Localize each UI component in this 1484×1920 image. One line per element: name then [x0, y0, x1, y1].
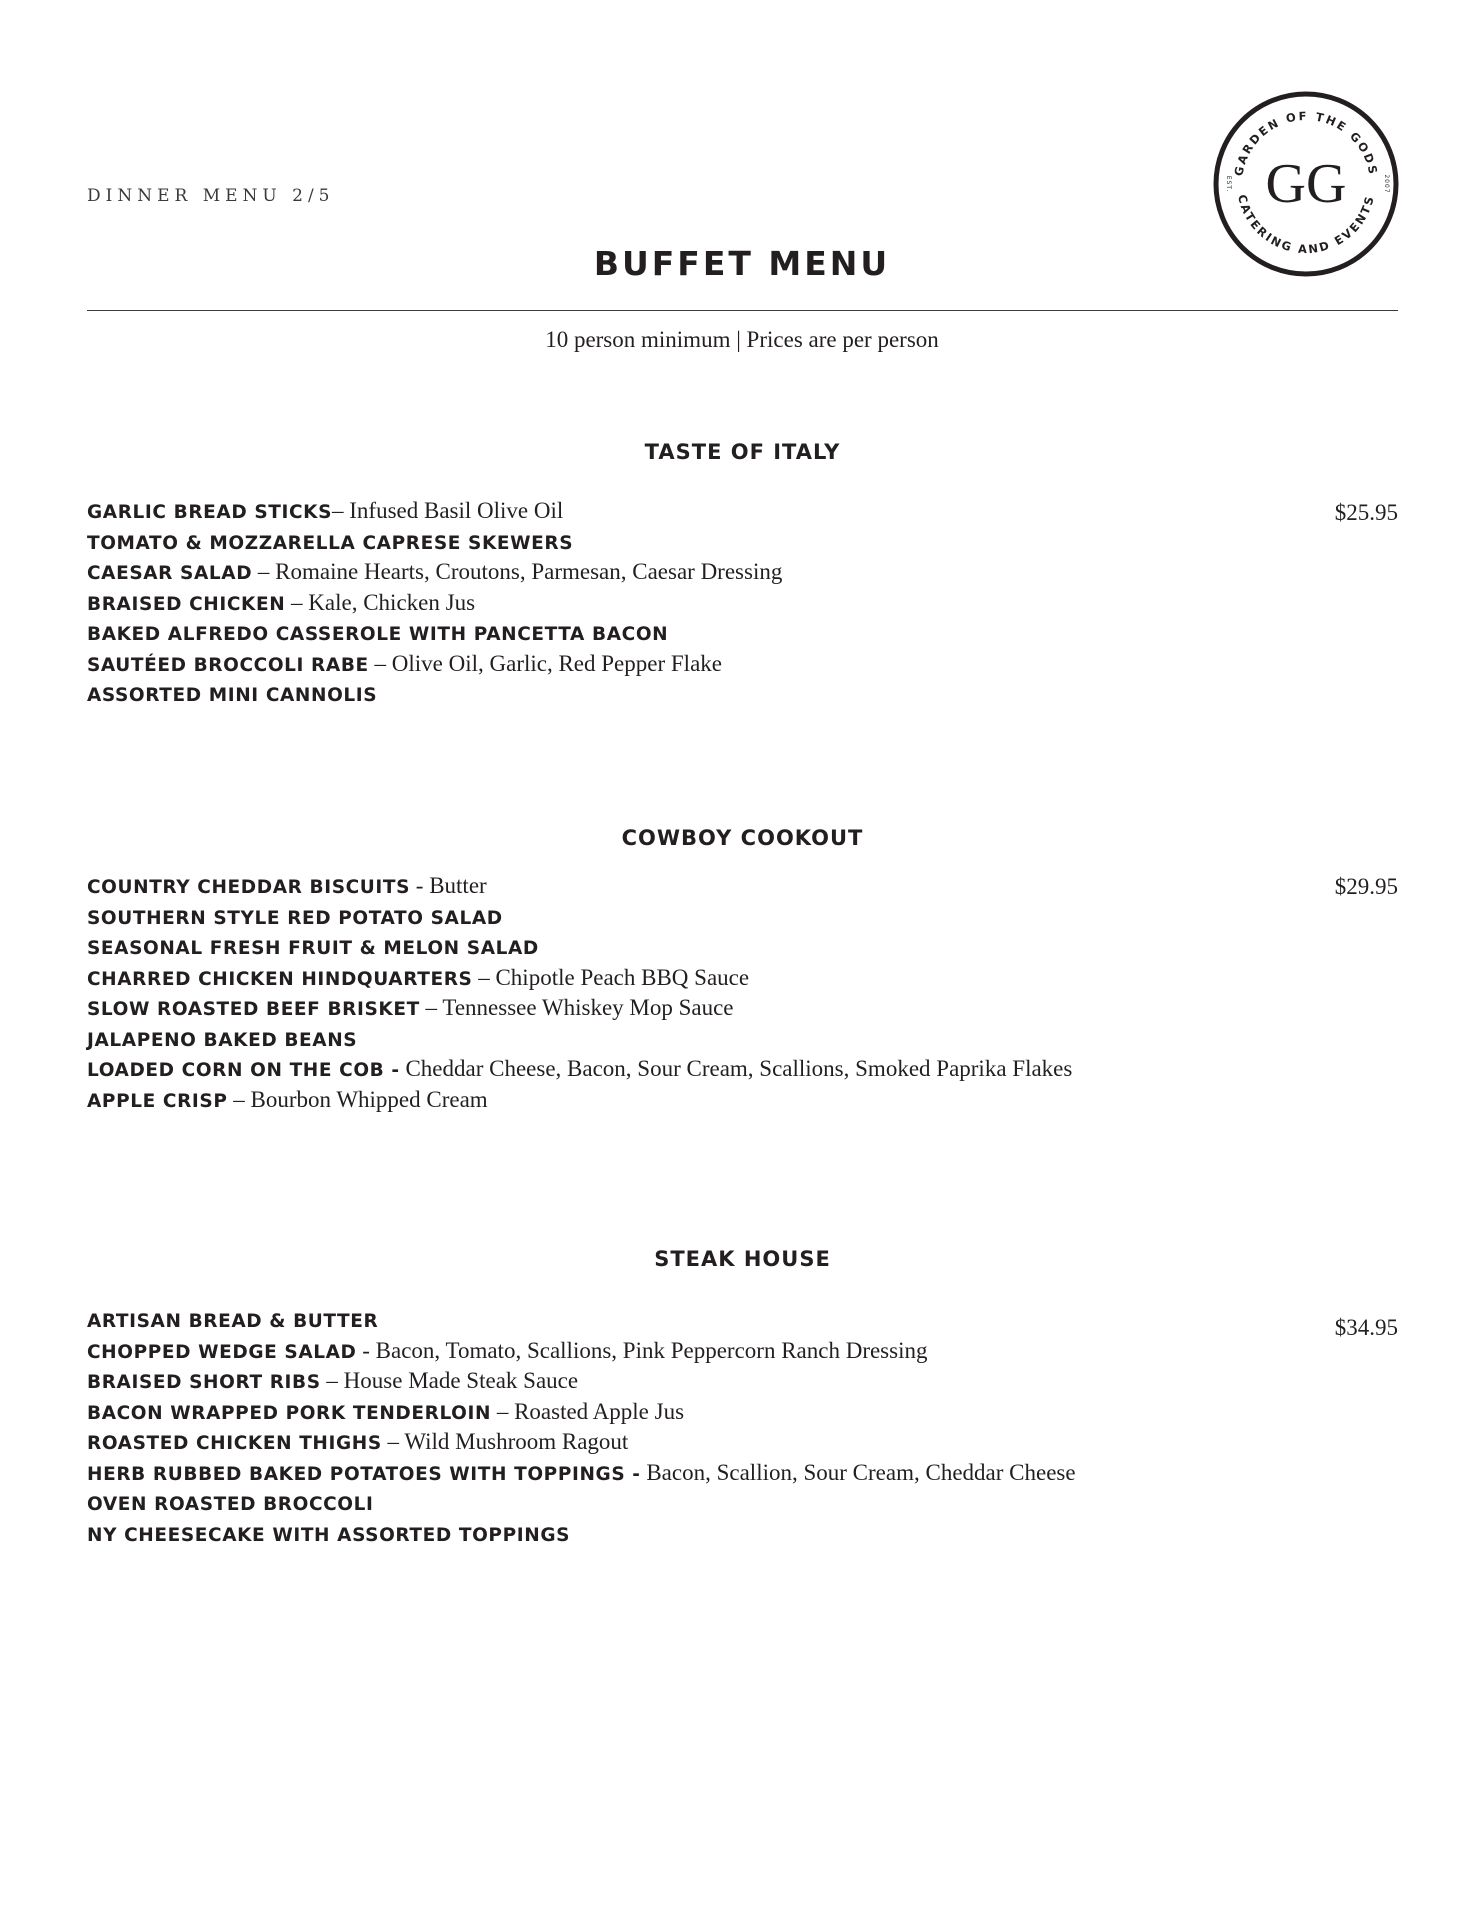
section-price: $34.95 — [1334, 1315, 1398, 1340]
menu-item — [87, 496, 782, 527]
item-name: BRAISED SHORT RIBS — [87, 1372, 321, 1393]
menu-item — [87, 932, 1072, 963]
item-description: – Olive Oil, Garlic, Red Pepper Flake — [368, 650, 722, 676]
menu-item — [87, 1305, 1076, 1336]
menu-item — [87, 1458, 1076, 1489]
page-label: DINNER MENU 2/5 — [87, 186, 335, 206]
item-description: Bacon, Scallion, Sour Cream, Cheddar Cheese — [640, 1459, 1076, 1485]
item-description: – Roasted Apple Jus — [491, 1398, 685, 1424]
section-price: $29.95 — [1334, 874, 1398, 899]
item-name: BRAISED CHICKEN — [87, 593, 286, 615]
logo-est-text: EST. — [1225, 175, 1232, 193]
item-name: SAUTÉED BROCCOLI RABE — [87, 654, 369, 676]
item-description: – Chipotle Peach BBQ Sauce — [472, 964, 750, 990]
section-title: COWBOY COOKOUT — [621, 826, 864, 850]
item-description: – Bourbon Whipped Cream — [227, 1086, 488, 1112]
menu-item — [87, 1519, 1076, 1550]
menu-item — [87, 527, 782, 558]
page-title: BUFFET MENU — [593, 244, 891, 283]
item-name: SOUTHERN STYLE RED POTATO SALAD — [87, 907, 503, 929]
menu-item — [87, 963, 1072, 994]
item-description: – House Made Steak Sauce — [320, 1368, 579, 1393]
item-description: – Romaine Hearts, Croutons, Parmesan, Caesar Dressing — [252, 559, 783, 584]
menu-item — [87, 1397, 1076, 1428]
item-name: LOADED CORN ON THE COB - — [87, 1060, 400, 1081]
menu-item — [87, 1054, 1072, 1085]
item-description: - Bacon, Tomato, Scallions, Pink Peppercorn Ranch Dressing — [356, 1337, 928, 1363]
menu-item — [87, 1427, 1076, 1458]
section-item-list — [87, 1305, 1076, 1549]
item-name: SEASONAL FRESH FRUIT & MELON SALAD — [87, 938, 539, 959]
menu-item — [87, 649, 782, 680]
item-name: HERB RUBBED BAKED POTATOES WITH TOPPINGS - — [87, 1463, 641, 1485]
item-description: – Kale, Chicken Jus — [285, 589, 476, 615]
menu-subtitle: 10 person minimum | Prices are per person — [545, 327, 939, 352]
item-name: CAESAR SALAD — [87, 563, 253, 584]
section-item-list — [87, 496, 782, 710]
logo-ring-bottom-text: CATERING AND EVENTS — [1234, 193, 1378, 257]
menu-item — [87, 557, 782, 588]
section-price: $25.95 — [1334, 500, 1398, 525]
item-name: SLOW ROASTED BEEF BRISKET — [87, 999, 420, 1020]
item-name: ROASTED CHICKEN THIGHS — [87, 1433, 382, 1454]
section-title: STEAK HOUSE — [654, 1247, 831, 1271]
menu-item — [87, 618, 782, 649]
item-name: JALAPENO BAKED BEANS — [87, 1029, 358, 1051]
menu-item — [87, 871, 1072, 902]
item-description: Cheddar Cheese, Bacon, Sour Cream, Scallions, Smoked Paprika Flakes — [399, 1056, 1073, 1081]
item-name: CHARRED CHICKEN HINDQUARTERS — [87, 968, 473, 990]
section-title: TASTE OF ITALY — [644, 440, 841, 464]
menu-item — [87, 588, 782, 619]
item-name: ARTISAN BREAD & BUTTER — [87, 1311, 379, 1332]
logo-year-text: 2007 — [1383, 174, 1390, 194]
item-description: – Tennessee Whiskey Mop Sauce — [419, 995, 734, 1020]
item-description: – Infused Basil Olive Oil — [332, 498, 564, 523]
logo-ring-top-text: GARDEN OF THE GODS — [1231, 108, 1381, 178]
item-name: GARLIC BREAD STICKS — [87, 502, 332, 523]
item-name: OVEN ROASTED BROCCOLI — [87, 1494, 374, 1515]
logo-monogram: GG — [1265, 153, 1347, 215]
menu-item — [87, 679, 782, 710]
menu-item — [87, 902, 1072, 933]
header-divider — [87, 310, 1398, 311]
item-description: - Butter — [410, 873, 487, 898]
item-description: – Wild Mushroom Ragout — [381, 1429, 629, 1454]
item-name: BACON WRAPPED PORK TENDERLOIN — [87, 1402, 492, 1424]
item-name: ASSORTED MINI CANNOLIS — [87, 685, 378, 706]
item-name: NY CHEESECAKE WITH ASSORTED TOPPINGS — [87, 1524, 571, 1546]
item-name: CHOPPED WEDGE SALAD — [87, 1341, 357, 1363]
item-name: BAKED ALFREDO CASSEROLE WITH PANCETTA BACON — [87, 624, 669, 645]
item-name: COUNTRY CHEDDAR BISCUITS — [87, 877, 411, 898]
menu-item — [87, 1366, 1076, 1397]
item-name: TOMATO & MOZZARELLA CAPRESE SKEWERS — [87, 532, 574, 554]
menu-item — [87, 1085, 1072, 1116]
menu-item — [87, 993, 1072, 1024]
menu-item — [87, 1024, 1072, 1055]
menu-item — [87, 1336, 1076, 1367]
menu-item — [87, 1488, 1076, 1519]
section-item-list — [87, 871, 1072, 1115]
item-name: APPLE CRISP — [87, 1090, 228, 1112]
